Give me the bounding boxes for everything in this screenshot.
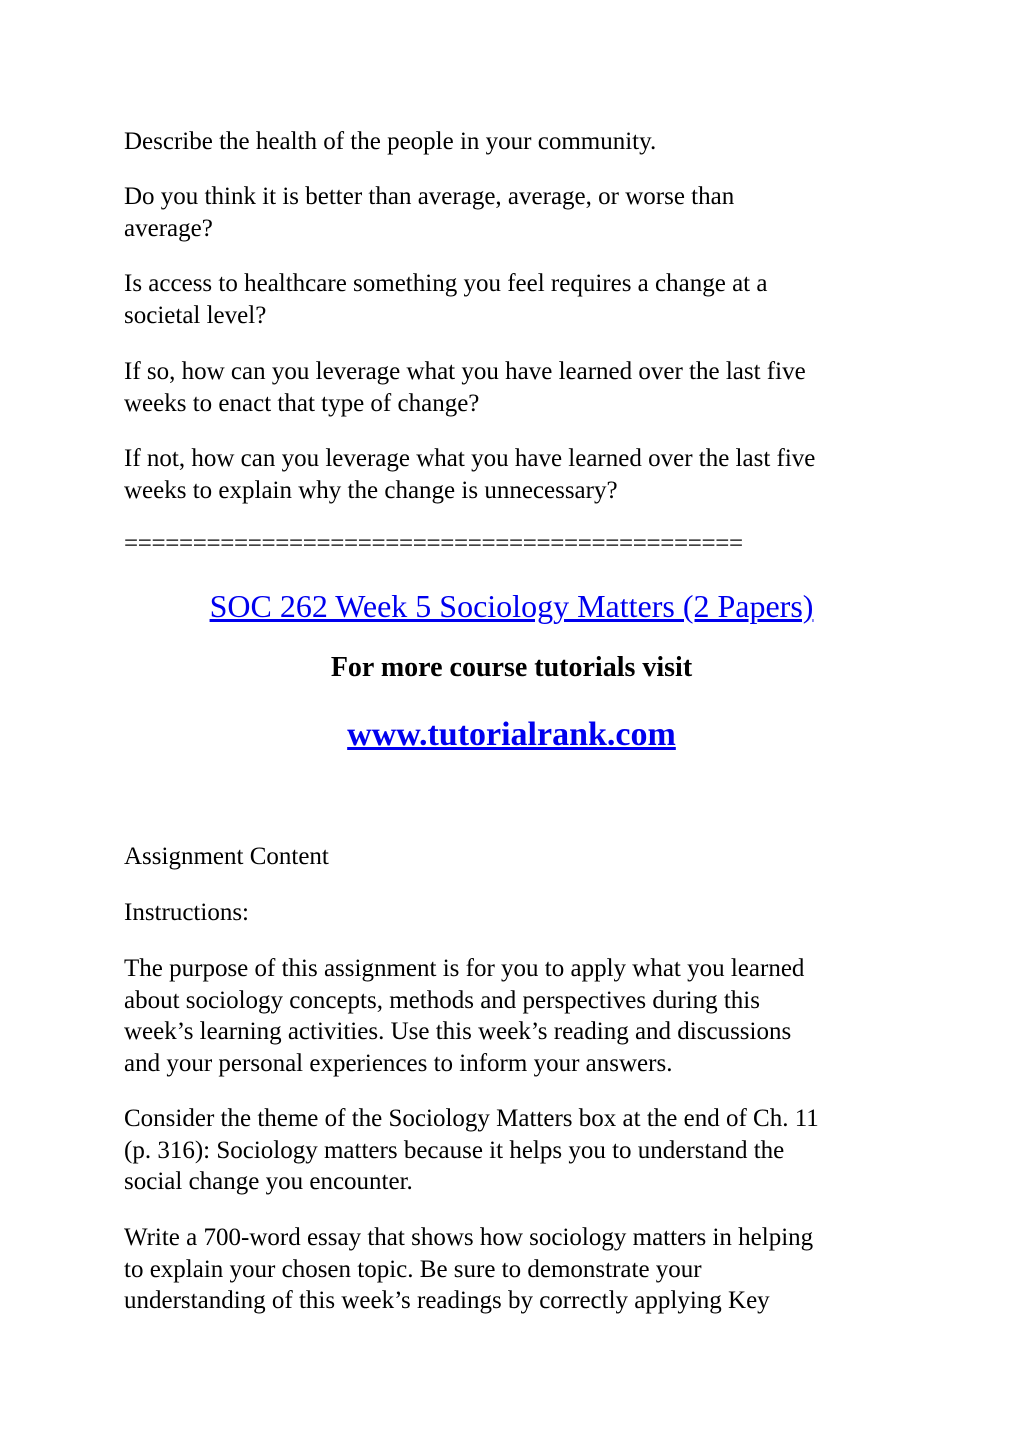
text-line: weeks to explain why the change is unnecessary? xyxy=(124,476,618,504)
instructions-label xyxy=(124,897,899,929)
course-title-link[interactable]: SOC 262 Week 5 Sociology Matters (2 Papers) xyxy=(209,588,814,624)
text-line: about sociology concepts, methods and perspectives during this xyxy=(124,986,760,1014)
text-line: Assignment Content xyxy=(124,843,329,870)
text-line: understanding of this week’s readings by correctly applying Key xyxy=(124,1287,770,1314)
text-line: (p. 316): Sociology matters because it helps you to understand the xyxy=(124,1136,785,1164)
visit-line xyxy=(0,650,1023,686)
text-line: Consider the theme of the Sociology Matters box at the end of Ch. 11 xyxy=(124,1105,819,1132)
intro-paragraph-1 xyxy=(124,126,899,158)
separator-line: ============================================= xyxy=(124,530,743,557)
intro-paragraph-4 xyxy=(124,356,899,419)
text-line: average? xyxy=(124,214,213,242)
intro-paragraph-2 xyxy=(124,181,899,244)
text-line: weeks to enact that type of change? xyxy=(124,389,480,417)
assignment-paragraph-3 xyxy=(124,1222,899,1317)
text-line: week’s learning activities. Use this week’s reading and discussions xyxy=(124,1018,792,1045)
text-line: social change you encounter. xyxy=(124,1168,413,1195)
text-line: Instructions: xyxy=(124,899,249,926)
visit-text: For more course tutorials visit xyxy=(330,652,693,683)
website-link[interactable]: www.tutorialrank.com xyxy=(347,716,676,753)
assignment-paragraph-2 xyxy=(124,1103,899,1198)
text-line: If so, how can you leverage what you have learned over the last five xyxy=(124,358,806,385)
text-line: Do you think it is better than average, average, or worse than xyxy=(124,183,735,210)
text-line: If not, how can you leverage what you have learned over the last five xyxy=(124,445,816,472)
text-line: Write a 700-word essay that shows how sociology matters in helping xyxy=(124,1224,814,1251)
text-line: Is access to healthcare something you feel requires a change at a xyxy=(124,270,768,297)
intro-paragraph-3 xyxy=(124,268,899,331)
text-line: societal level? xyxy=(124,301,267,329)
text-line: and your personal experiences to inform your answers. xyxy=(124,1049,673,1077)
text-line: to explain your chosen topic. Be sure to demonstrate your xyxy=(124,1255,702,1283)
assignment-heading xyxy=(124,841,899,873)
intro-paragraph-5 xyxy=(124,443,899,506)
assignment-paragraph-1 xyxy=(124,953,899,1079)
text-line: Describe the health of the people in your community. xyxy=(124,128,657,155)
text-line: The purpose of this assignment is for you to apply what you learned xyxy=(124,955,805,982)
